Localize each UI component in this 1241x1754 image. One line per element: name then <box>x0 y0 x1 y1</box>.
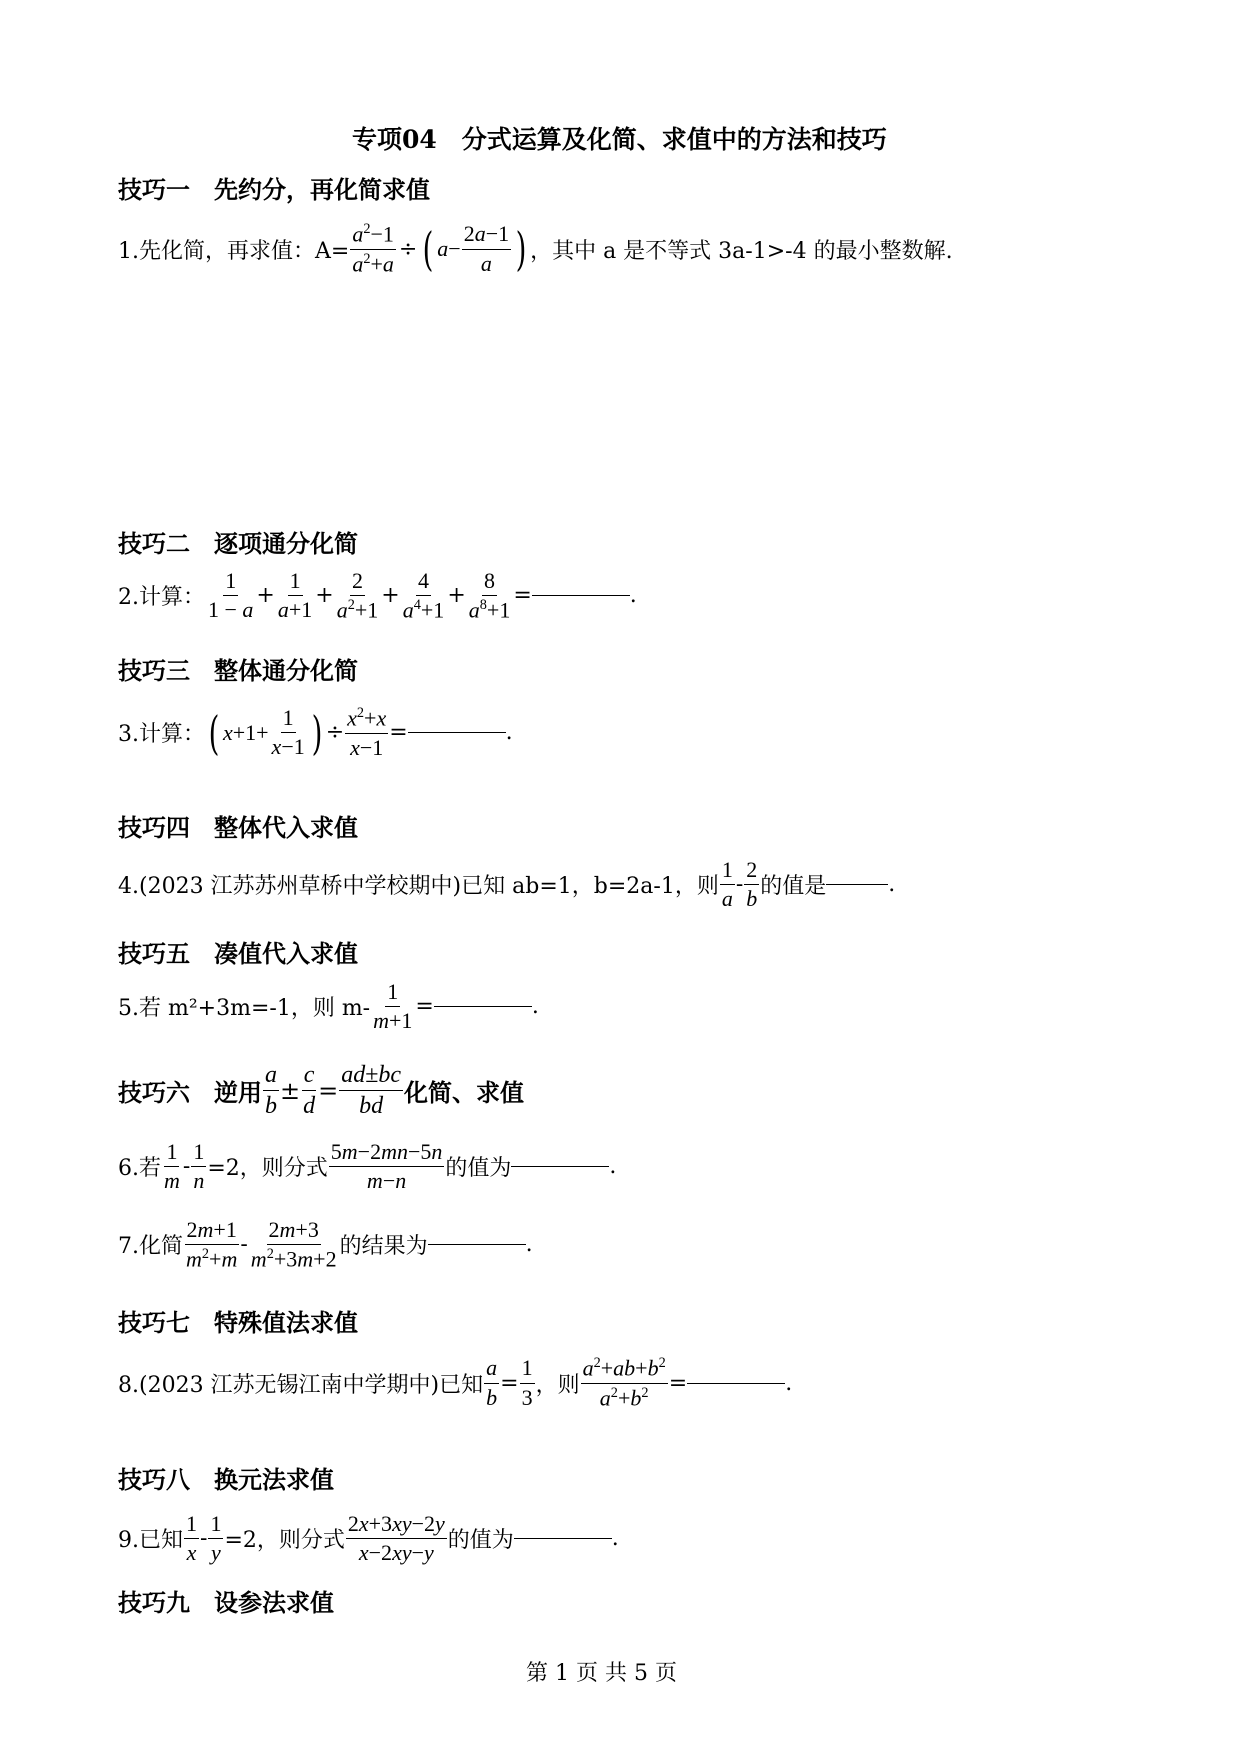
problem-5-prefix: 5.若 m²+3m=-1，则 m- <box>118 996 371 1022</box>
section-heading-1: 技巧一 先约分，再化简求值 <box>118 175 430 204</box>
section-heading-6-suffix: 化简、求值 <box>404 1078 525 1108</box>
problem-9-middle: =2，则分式 <box>224 1528 345 1554</box>
problem-9: 9.已知 $\frac{1}{x}$ - $\frac{1}{y}$ =2，则分式 $\frac{2x+3xy-2y}{x-2xy-y}$ 的值为 . <box>118 1511 619 1566</box>
answer-blank-3[interactable] <box>408 732 506 733</box>
problem-5-equals: = <box>415 994 434 1020</box>
problem-6: 6.若 $\frac{1}{m}$ - $\frac{1}{n}$ =2，则分式 $\frac{5m-2mn-5n}{m-n}$ 的值为 . <box>118 1139 617 1194</box>
problem-6-suffix: 的值为 <box>445 1156 512 1182</box>
problem-2-equals: = <box>513 583 532 609</box>
problem-1: 1.先化简，再求值：A= $\frac{a^2-1}{a^2+a}$ ÷ ( a− $\frac{2a-1}{a}$ ) ，其中 a 是不等式 3a-1>-4 的最小整数解. <box>118 221 953 277</box>
problem-8-prefix: 8.(2023 江苏无锡江南中学期中)已知 <box>118 1372 484 1398</box>
answer-blank-7[interactable] <box>428 1244 526 1245</box>
problem-3-equals: = <box>389 720 408 746</box>
problem-1-prefix: 1.先化简，再求值：A= <box>118 238 350 264</box>
problem-7-prefix: 7.化简 <box>118 1234 183 1260</box>
problem-9-prefix: 9.已知 <box>118 1528 183 1554</box>
problem-1-suffix: ，其中 a 是不等式 3a-1>-4 的最小整数解. <box>530 238 953 264</box>
problem-1-fraction-a: $\frac{a^2-1}{a^2+a}$ <box>352 221 394 276</box>
section-heading-2: 技巧二 逐项通分化简 <box>118 529 358 558</box>
problem-7: 7.化简 $\frac{2m+1}{m^2+m}$ - $\frac{2m+3}{m^2+3m+2}$ 的结果为 . <box>118 1217 533 1272</box>
section-heading-3: 技巧三 整体通分化简 <box>118 656 358 685</box>
section-heading-6-prefix: 技巧六 逆用 <box>118 1078 262 1108</box>
answer-blank-2[interactable] <box>532 595 630 596</box>
problem-4: 4.(2023 江苏苏州草桥中学校期中)已知 ab=1，b=2a-1，则 $\frac{1}{a}$ - $\frac{2}{b}$ 的值是 . <box>118 857 896 912</box>
problem-5: 5.若 m²+3m=-1，则 m- $\frac{1}{m+1}$ = . <box>118 979 539 1034</box>
page-title: 专项04 分式运算及化简、求值中的方法和技巧 <box>352 125 887 154</box>
problem-8-middle: ，则 <box>535 1372 580 1398</box>
answer-blank-6[interactable] <box>511 1166 609 1167</box>
answer-blank-9[interactable] <box>514 1538 612 1539</box>
problem-6-prefix: 6.若 <box>118 1156 161 1182</box>
problem-4-prefix: 4.(2023 江苏苏州草桥中学校期中)已知 ab=1，b=2a-1，则 <box>118 874 719 900</box>
problem-2: 2.计算： $\frac{1}{1 - a}$ + $\frac{1}{a+1}$ + $\frac{2}{a^2+1}$ + $\frac{4}{a^4+1}$ + $\frac{8}{a^8+1}$ = . <box>118 568 637 623</box>
problem-8: 8.(2023 江苏无锡江南中学期中)已知 $\frac{a}{b}$ = $\frac{1}{3}$ ，则 $\frac{a^2+ab+b^2}{a^2+b^2}$ = . <box>118 1355 793 1410</box>
problem-3: 3.计算： ( x+1+ $\frac{1}{x-1}$ ) ÷ $\frac{x^2+x}{x-1}$ = . <box>118 705 513 760</box>
answer-blank-8[interactable] <box>687 1383 785 1384</box>
problem-8-equals: = <box>668 1370 688 1396</box>
problem-1-fraction-b: $\frac{2a-1}{a}$ <box>463 221 510 276</box>
problem-6-middle: =2，则分式 <box>207 1156 328 1182</box>
answer-blank-5[interactable] <box>434 1006 532 1007</box>
section-heading-8: 技巧八 换元法求值 <box>118 1465 334 1494</box>
page-footer: 第 1 页 共 5 页 <box>526 1661 677 1686</box>
problem-7-suffix: 的结果为 <box>339 1234 428 1260</box>
section-heading-7: 技巧七 特殊值法求值 <box>118 1308 358 1337</box>
problem-9-suffix: 的值为 <box>447 1528 514 1554</box>
section-heading-6: 技巧六 逆用 $\frac{a}{b}$ ± $\frac{c}{d}$ = $\frac{ad\pm bc}{bd}$ 化简、求值 <box>118 1062 525 1120</box>
section-heading-4: 技巧四 整体代入求值 <box>118 813 358 842</box>
problem-3-prefix: 3.计算： <box>118 722 205 748</box>
problem-2-prefix: 2.计算： <box>118 585 205 611</box>
section-heading-5: 技巧五 凑值代入求值 <box>118 939 358 968</box>
section-heading-9: 技巧九 设参法求值 <box>118 1588 334 1617</box>
answer-blank-4[interactable] <box>826 884 888 885</box>
problem-4-suffix: 的值是 <box>760 874 827 900</box>
